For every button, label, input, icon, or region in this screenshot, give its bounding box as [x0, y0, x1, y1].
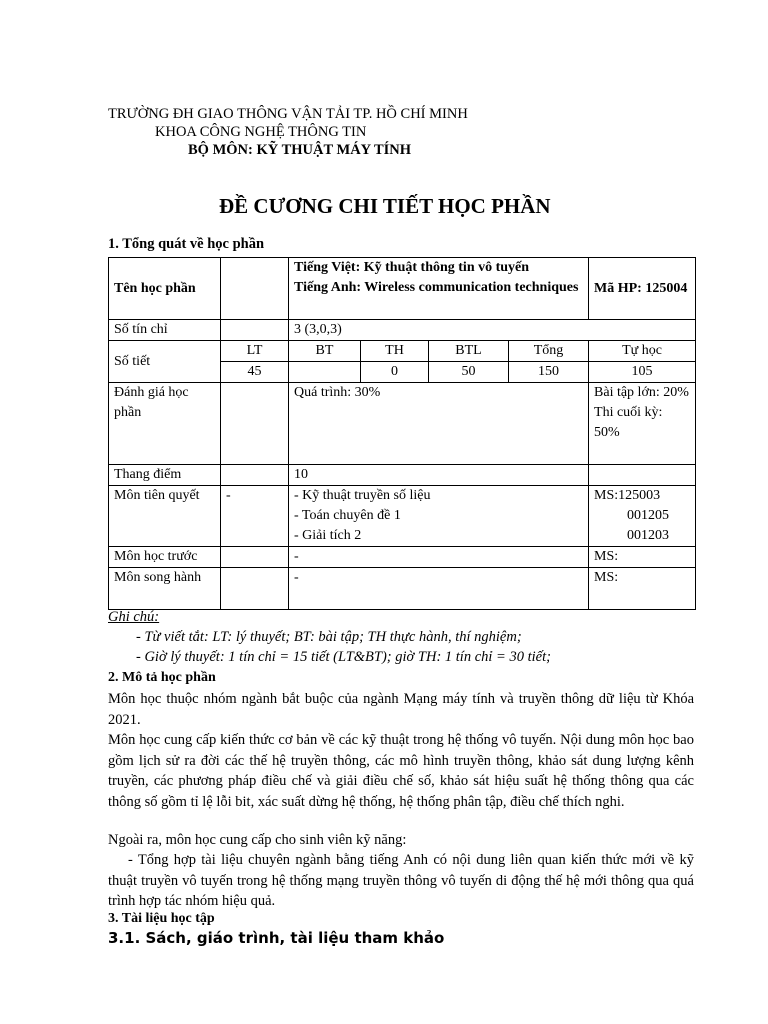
periods-header-self-study: Tự học: [589, 341, 696, 362]
parallel-course-value: -: [289, 568, 589, 610]
description-p4: - Tổng hợp tài liệu chuyên ngành bằng tiếng Anh có nội dung liên quan kiến thức mới về kỹ thuật truyền vô tuyến trong hệ thống mạng truyền thông vô tuyến di động thế hệ mới thông qua quá trình hợp tác nhóm hiệu quả.: [108, 852, 694, 910]
faculty-name: KHOA CÔNG NGHỆ THÔNG TIN: [155, 124, 367, 140]
description-p1: Môn học thuộc nhóm ngành bắt buộc của ngành Mạng máy tính và truyền thông dữ liệu từ Khóa 2021.: [108, 691, 694, 728]
assessment-final-cell: [589, 383, 696, 465]
department-name: BỘ MÔN: KỸ THUẬT MÁY TÍNH: [188, 142, 412, 158]
list-item: - Toán chuyên đề 1: [294, 508, 401, 523]
course-name-en: Tiếng Anh: Wireless communication techniques: [294, 280, 579, 295]
periods-header-total: Tổng: [509, 341, 589, 362]
section-2-heading: 2. Mô tả học phần: [108, 670, 216, 685]
periods-value-bt: [289, 362, 361, 383]
list-item: MS:125003: [594, 488, 661, 503]
school-name: TRƯỜNG ĐH GIAO THÔNG VẬN TẢI TP. HỒ CHÍ MINH: [108, 106, 468, 122]
list-item: 001203: [627, 528, 670, 543]
assessment-process: Quá trình: 30%: [289, 383, 589, 465]
parallel-course-label: Môn song hành: [109, 568, 221, 610]
prerequisite-dash: -: [221, 486, 289, 547]
list-item: 001205: [627, 508, 670, 523]
description-p3: Ngoài ra, môn học cung cấp cho sinh viên kỹ năng:: [108, 832, 407, 848]
section-1-heading: 1. Tổng quát về học phần: [108, 236, 265, 252]
course-name-label: Tên học phần: [109, 258, 221, 320]
periods-label: Số tiết: [109, 341, 221, 383]
credits-value: 3 (3,0,3): [289, 320, 696, 341]
parallel-course-code: MS:: [589, 568, 696, 610]
assessment-final-exam: Thi cuối kỳ: 50%: [594, 405, 663, 440]
periods-header-bt: BT: [289, 341, 361, 362]
periods-value-th: 0: [361, 362, 429, 383]
description-p2: Môn học cung cấp kiến thức cơ bản về các kỹ thuật trong hệ thống vô tuyến. Nội dung môn học bao gồm lịch sử ra đời các thế hệ truyền thông, các mô hình truyền thông, khảo sát dung lượng kênh truyền, các phương pháp điều chế và giải điều chế số, khảo sát hiệu suất hệ thống thông qua các thông số gồm tỉ lệ lỗi bit, xác suất dừng hệ thống, hệ thống phân tập, điều chế thích nghi.: [108, 732, 694, 811]
periods-value-lt: 45: [221, 362, 289, 383]
document-title: ĐỀ CƯƠNG CHI TIẾT HỌC PHẦN: [219, 194, 551, 218]
table-row: [109, 320, 696, 341]
periods-value-total: 150: [509, 362, 589, 383]
assessment-label: Đánh giá học phần: [109, 383, 221, 465]
grading-scale-value: 10: [289, 465, 589, 486]
table-row: [109, 383, 696, 465]
periods-header-lt: LT: [221, 341, 289, 362]
prerequisite-label: Môn tiên quyết: [109, 486, 221, 547]
previous-course-code: MS:: [589, 547, 696, 568]
assessment-project: Bài tập lớn: 20%: [594, 385, 689, 400]
section-3-1-heading: 3.1. Sách, giáo trình, tài liệu tham khảo: [108, 929, 445, 947]
notes-title: Ghi chú:: [108, 609, 160, 625]
previous-course-value: -: [289, 547, 589, 568]
periods-header-th: TH: [361, 341, 429, 362]
prerequisite-codes: [589, 486, 696, 547]
course-info-table: [108, 257, 696, 610]
list-item: - Kỹ thuật truyền số liệu: [294, 488, 431, 503]
periods-value-btl: 50: [429, 362, 509, 383]
table-row: [109, 465, 696, 486]
periods-value-self-study: 105: [589, 362, 696, 383]
section-3-heading: 3. Tài liệu học tập: [108, 911, 215, 926]
course-name-vn: Tiếng Việt: Kỹ thuật thông tin vô tuyến: [294, 260, 530, 275]
list-item: - Giải tích 2: [294, 528, 362, 543]
grading-scale-label: Thang điểm: [109, 465, 221, 486]
course-code: Mã HP: 125004: [589, 258, 696, 320]
table-row: [109, 341, 696, 362]
notes-line-2: - Giờ lý thuyết: 1 tín chỉ = 15 tiết (LT&BT); giờ TH: 1 tín chỉ = 30 tiết;: [136, 649, 551, 665]
table-row: [109, 568, 696, 610]
table-row: [109, 258, 696, 320]
periods-header-btl: BTL: [429, 341, 509, 362]
table-row: [109, 486, 696, 547]
prerequisite-list: [289, 486, 589, 547]
previous-course-label: Môn học trước: [109, 547, 221, 568]
course-name-cell: [289, 258, 589, 320]
credits-label: Số tín chỉ: [109, 320, 221, 341]
table-row: [109, 547, 696, 568]
notes-line-1: - Từ viết tắt: LT: lý thuyết; BT: bài tập; TH thực hành, thí nghiệm;: [136, 629, 522, 645]
